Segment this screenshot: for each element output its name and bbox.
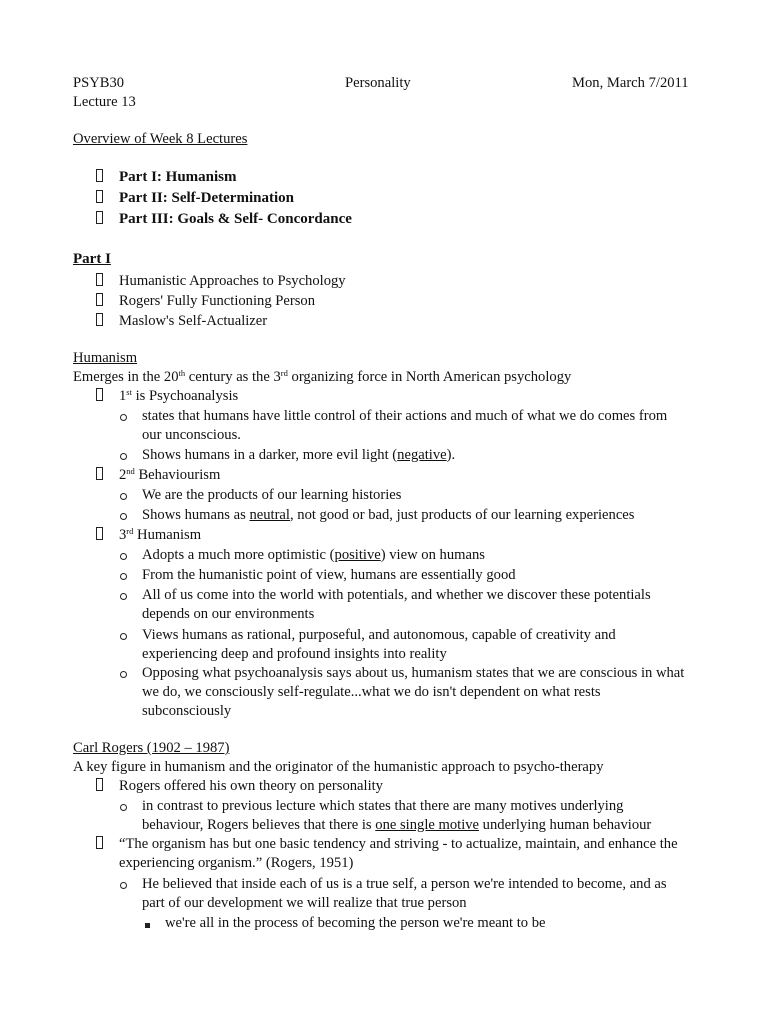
psychoanalysis-point: states that humans have little control of their actions and much of what we do comes from xyxy=(142,408,668,424)
rogers-item: Rogers offered his own theory on personality xyxy=(119,778,383,794)
psychoanalysis-point: Shows humans in a darker, more evil light (negative). xyxy=(142,447,456,463)
box-bullet-icon xyxy=(96,190,103,210)
rogers-subpoint: we're all in the process of becoming the person we're meant to be xyxy=(165,915,546,931)
humanism-item: 3rd Humanism xyxy=(119,526,202,543)
part1-item: Maslow's Self-Actualizer xyxy=(119,313,268,329)
overview-item: Part III: Goals & Self- Concordance xyxy=(119,211,352,227)
circle-bullet-icon xyxy=(120,507,127,527)
rogers-point-cont: behaviour, Rogers believes that there is one single motive underlying human behaviour xyxy=(142,817,652,833)
box-bullet-icon xyxy=(96,467,103,487)
circle-bullet-icon xyxy=(120,487,127,507)
rogers-heading: Carl Rogers (1902 – 1987) xyxy=(73,740,230,756)
part1-item: Humanistic Approaches to Psychology xyxy=(119,273,346,289)
square-bullet-icon xyxy=(145,915,150,935)
circle-bullet-icon xyxy=(120,665,127,685)
box-bullet-icon xyxy=(96,836,103,856)
behaviourism-point: We are the products of our learning histories xyxy=(142,487,402,503)
box-bullet-icon xyxy=(96,273,103,293)
humanism-point-cont: subconsciously xyxy=(142,703,232,719)
humanism-point: From the humanistic point of view, humans are essentially good xyxy=(142,567,516,583)
circle-bullet-icon xyxy=(120,408,127,428)
course-subject: Personality xyxy=(345,75,411,91)
rogers-quote: “The organism has but one basic tendency and striving - to actualize, maintain, and enhance the xyxy=(119,836,678,852)
behaviourism-point: Shows humans as neutral, not good or bad, just products of our learning experiences xyxy=(142,507,635,523)
overview-heading: Overview of Week 8 Lectures xyxy=(73,131,248,147)
circle-bullet-icon xyxy=(120,627,127,647)
overview-item: Part I: Humanism xyxy=(119,169,237,185)
rogers-intro: A key figure in humanism and the originator of the humanistic approach to psycho-therapy xyxy=(73,759,604,775)
rogers-quote-cont: experiencing organism.” (Rogers, 1951) xyxy=(119,855,354,871)
circle-bullet-icon xyxy=(120,567,127,587)
box-bullet-icon xyxy=(96,388,103,408)
humanism-point: Opposing what psychoanalysis says about us, humanism states that we are conscious in what xyxy=(142,665,685,681)
part1-heading: Part I xyxy=(73,251,111,267)
lecture-number: Lecture 13 xyxy=(73,94,136,110)
box-bullet-icon xyxy=(96,313,103,333)
box-bullet-icon xyxy=(96,293,103,313)
humanism-point-cont: experiencing deep and profound insights into reality xyxy=(142,646,447,662)
rogers-point-cont: part of our development we will realize that true person xyxy=(142,895,467,911)
humanism-point-cont: depends on our environments xyxy=(142,606,315,622)
humanism-intro: Emerges in the 20th century as the 3rd organizing force in North American psychology xyxy=(73,368,572,385)
circle-bullet-icon xyxy=(120,798,127,818)
lecture-date: Mon, March 7/2011 xyxy=(572,75,689,91)
box-bullet-icon xyxy=(96,778,103,798)
course-code: PSYB30 xyxy=(73,75,125,91)
humanism-point: Adopts a much more optimistic (positive) view on humans xyxy=(142,547,485,563)
circle-bullet-icon xyxy=(120,447,127,467)
psychoanalysis-item: 1st is Psychoanalysis xyxy=(119,387,239,404)
circle-bullet-icon xyxy=(120,587,127,607)
box-bullet-icon xyxy=(96,527,103,547)
humanism-point-cont: we do, we consciously self-regulate...what we do isn't dependent on what rests xyxy=(142,684,601,700)
humanism-point: Views humans as rational, purposeful, and autonomous, capable of creativity and xyxy=(142,627,616,643)
humanism-point: All of us come into the world with potentials, and whether we discover these potentials xyxy=(142,587,651,603)
box-bullet-icon xyxy=(96,169,103,189)
circle-bullet-icon xyxy=(120,547,127,567)
part1-item: Rogers' Fully Functioning Person xyxy=(119,293,316,309)
psychoanalysis-point-cont: our unconscious. xyxy=(142,427,241,443)
circle-bullet-icon xyxy=(120,876,127,896)
rogers-point: in contrast to previous lecture which states that there are many motives underlying xyxy=(142,798,624,814)
behaviourism-item: 2nd Behaviourism xyxy=(119,466,221,483)
box-bullet-icon xyxy=(96,211,103,231)
overview-item: Part II: Self-Determination xyxy=(119,190,294,206)
humanism-heading: Humanism xyxy=(73,350,138,366)
rogers-point: He believed that inside each of us is a true self, a person we're intended to become, and as xyxy=(142,876,667,892)
